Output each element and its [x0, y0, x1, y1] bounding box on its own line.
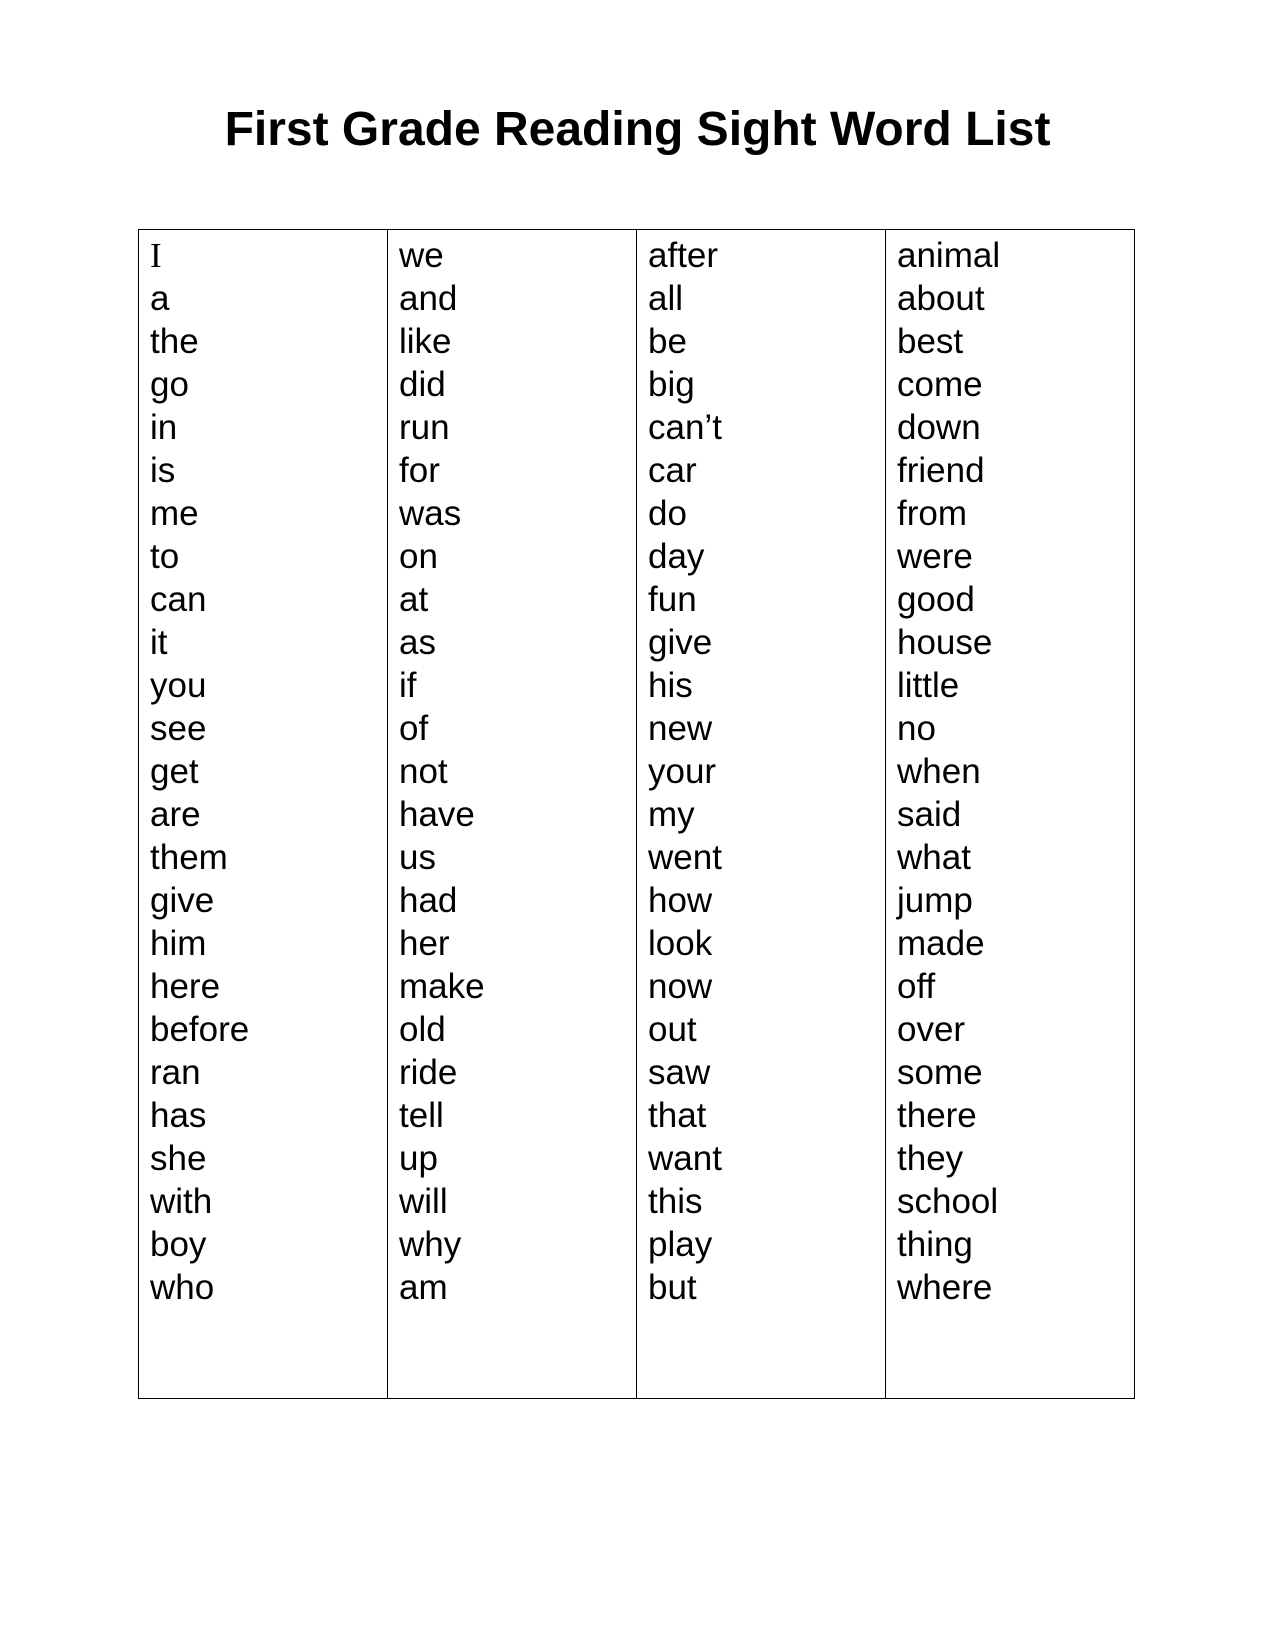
word-cell: ride: [399, 1053, 458, 1092]
word-cell: this: [648, 1182, 703, 1221]
word-cell: made: [897, 924, 985, 963]
word-cell: run: [399, 408, 450, 447]
word-cell: who: [150, 1268, 215, 1307]
word-cell: with: [150, 1182, 213, 1221]
word-cell: us: [399, 838, 436, 877]
word-cell: animal: [897, 236, 1001, 275]
word-cell: your: [648, 752, 717, 791]
word-column-4: [886, 230, 1134, 1398]
word-cell: when: [897, 752, 981, 791]
word-cell: play: [648, 1225, 713, 1264]
word-cell: on: [399, 537, 438, 576]
word-cell: went: [648, 838, 722, 877]
word-cell: school: [897, 1182, 999, 1221]
word-cell: it: [150, 623, 168, 662]
word-cell: a: [150, 279, 170, 318]
word-cell: of: [399, 709, 429, 748]
word-cell: the: [150, 322, 199, 361]
word-cell: little: [897, 666, 960, 705]
word-cell: she: [150, 1139, 207, 1178]
word-cell: give: [648, 623, 713, 662]
word-cell: did: [399, 365, 446, 404]
word-cell: car: [648, 451, 697, 490]
word-cell: that: [648, 1096, 707, 1135]
word-cell: will: [399, 1182, 448, 1221]
word-column-1: [139, 230, 388, 1398]
word-cell: do: [648, 494, 687, 533]
word-cell: new: [648, 709, 713, 748]
word-cell: here: [150, 967, 221, 1006]
word-cell: they: [897, 1139, 964, 1178]
word-cell: old: [399, 1010, 446, 1049]
word-cell: if: [399, 666, 417, 705]
word-cell: in: [150, 408, 178, 447]
word-cell: can’t: [648, 408, 722, 447]
word-cell: come: [897, 365, 983, 404]
word-cell: thing: [897, 1225, 973, 1264]
word-cell: from: [897, 494, 967, 533]
word-cell: after: [648, 236, 719, 275]
word-cell: as: [399, 623, 436, 662]
word-cell: boy: [150, 1225, 207, 1264]
word-cell: give: [150, 881, 215, 920]
sight-word-table: [138, 229, 1135, 1399]
word-cell: out: [648, 1010, 697, 1049]
word-cell: big: [648, 365, 695, 404]
word-cell: at: [399, 580, 429, 619]
word-cell: has: [150, 1096, 207, 1135]
word-cell: were: [897, 537, 973, 576]
word-cell: am: [399, 1268, 448, 1307]
word-cell: good: [897, 580, 975, 619]
word-cell: you: [150, 666, 207, 705]
word-cell: over: [897, 1010, 966, 1049]
word-cell: had: [399, 881, 458, 920]
word-cell: want: [648, 1139, 722, 1178]
word-cell: can: [150, 580, 207, 619]
word-cell: see: [150, 709, 207, 748]
word-cell: my: [648, 795, 695, 834]
word-cell: was: [399, 494, 462, 533]
word-cell: why: [399, 1225, 462, 1264]
word-cell: how: [648, 881, 713, 920]
word-cell: house: [897, 623, 993, 662]
word-column-2: [388, 230, 637, 1398]
word-cell: tell: [399, 1096, 444, 1135]
word-cell: go: [150, 365, 189, 404]
word-cell: him: [150, 924, 207, 963]
word-cell: like: [399, 322, 452, 361]
word-cell: and: [399, 279, 458, 318]
word-cell: have: [399, 795, 475, 834]
word-cell: off: [897, 967, 936, 1006]
word-cell: for: [399, 451, 440, 490]
word-cell: now: [648, 967, 713, 1006]
word-cell: best: [897, 322, 964, 361]
word-cell: some: [897, 1053, 983, 1092]
word-cell: I: [150, 236, 162, 275]
word-cell: get: [150, 752, 199, 791]
word-cell: there: [897, 1096, 977, 1135]
word-cell: day: [648, 537, 705, 576]
page-title: First Grade Reading Sight Word List: [224, 103, 1051, 156]
word-cell: no: [897, 709, 936, 748]
word-cell: but: [648, 1268, 697, 1307]
word-cell: all: [648, 279, 684, 318]
word-cell: fun: [648, 580, 697, 619]
word-cell: are: [150, 795, 201, 834]
word-cell: look: [648, 924, 713, 963]
word-cell: friend: [897, 451, 985, 490]
word-cell: down: [897, 408, 981, 447]
word-cell: not: [399, 752, 448, 791]
word-cell: ran: [150, 1053, 201, 1092]
word-cell: jump: [897, 881, 973, 920]
word-cell: up: [399, 1139, 438, 1178]
word-cell: we: [399, 236, 444, 275]
word-cell: me: [150, 494, 199, 533]
word-cell: where: [897, 1268, 993, 1307]
word-cell: what: [897, 838, 971, 877]
word-column-3: [637, 230, 886, 1398]
word-cell: his: [648, 666, 693, 705]
word-cell: her: [399, 924, 450, 963]
word-cell: said: [897, 795, 962, 834]
word-cell: make: [399, 967, 485, 1006]
word-cell: be: [648, 322, 687, 361]
word-cell: is: [150, 451, 176, 490]
word-cell: saw: [648, 1053, 711, 1092]
word-cell: before: [150, 1010, 250, 1049]
word-cell: to: [150, 537, 180, 576]
word-cell: them: [150, 838, 228, 877]
word-cell: about: [897, 279, 985, 318]
